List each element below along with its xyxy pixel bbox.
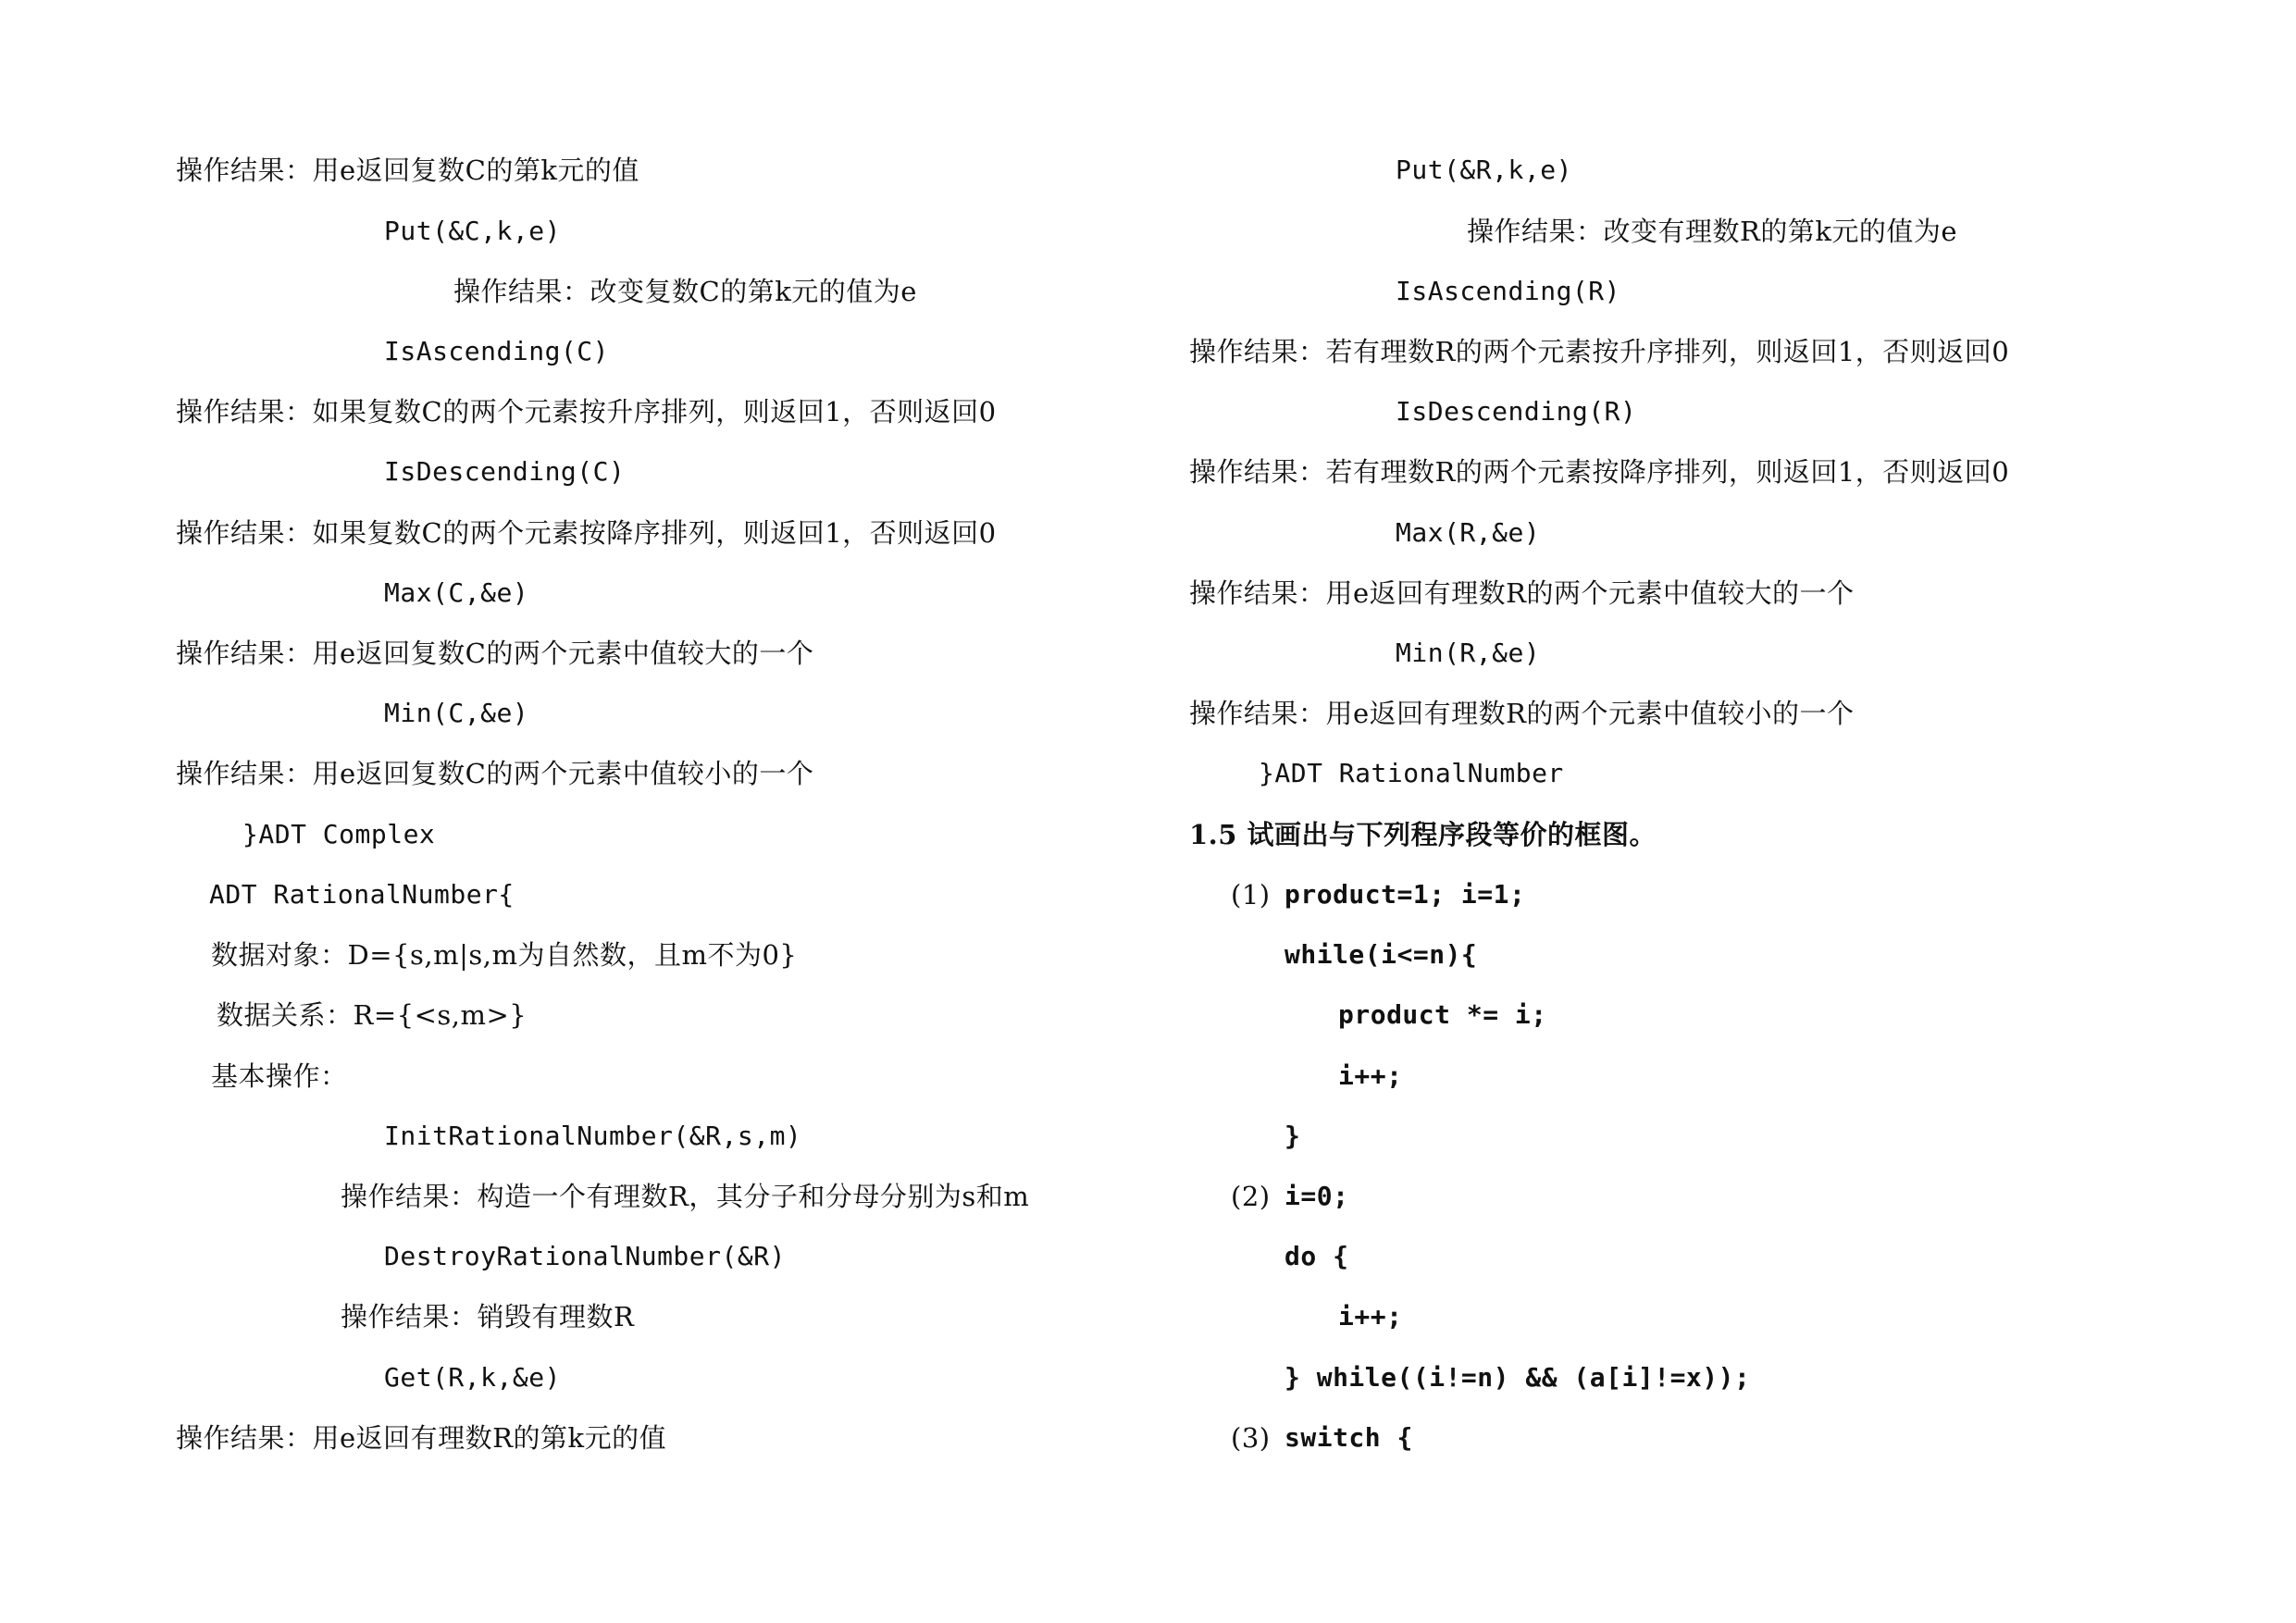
text-line: }ADT RationalNumber (1259, 758, 1564, 788)
text-line: 操作结果：用e返回复数C的第k元的值 (176, 155, 639, 186)
text-line: 操作结果：改变有理数R的第k元的值为e (1467, 216, 1958, 247)
text-line: DestroyRationalNumber(&R) (384, 1241, 786, 1271)
text-line: Min(R,&e) (1396, 638, 1541, 668)
text-line: 操作结果：用e返回复数C的两个元素中值较小的一个 (176, 758, 814, 789)
text-line: Put(&R,k,e) (1396, 155, 1572, 185)
text-line: 操作结果：用e返回有理数R的第k元的值 (176, 1422, 667, 1454)
code-line: do { (1285, 1241, 1349, 1271)
text-line: IsDescending(R) (1396, 396, 1637, 427)
text-line: InitRationalNumber(&R,s,m) (384, 1121, 802, 1151)
code-line: while(i<=n){ (1285, 939, 1478, 970)
text-line: 操作结果：若有理数R的两个元素按升序排列，则返回1，否则返回0 (1189, 336, 2010, 367)
text-line: Put(&C,k,e) (384, 216, 561, 246)
text-line: 基本操作： (211, 1060, 348, 1092)
text-line: 操作结果：用e返回复数C的两个元素中值较大的一个 (176, 638, 814, 669)
code-line: product *= i; (1338, 999, 1547, 1030)
code-line: product=1; i=1; (1285, 879, 1526, 910)
text-line: 操作结果：如果复数C的两个元素按降序排列，则返回1，否则返回0 (176, 517, 997, 549)
text-line: 操作结果：如果复数C的两个元素按升序排列，则返回1，否则返回0 (176, 396, 997, 427)
text-line: Min(C,&e) (384, 698, 529, 728)
code-line: i++; (1338, 1301, 1403, 1332)
text-line: 操作结果：改变复数C的第k元的值为e (453, 276, 917, 307)
code-line: switch { (1285, 1422, 1413, 1453)
text-line: Max(R,&e) (1396, 517, 1541, 548)
item-number: (1) (1231, 879, 1271, 911)
text-line: 数据关系：R={<s,m>} (217, 999, 527, 1031)
text-line: Max(C,&e) (384, 577, 529, 608)
text-line: IsAscending(R) (1396, 276, 1621, 306)
text-line: 操作结果：销毁有理数R (341, 1301, 635, 1332)
code-line: i++; (1338, 1060, 1403, 1091)
text-line: ADT RationalNumber{ (209, 879, 515, 910)
item-number: (2) (1231, 1181, 1271, 1212)
code-line: } (1285, 1121, 1301, 1151)
text-line: 操作结果：用e返回有理数R的两个元素中值较小的一个 (1189, 698, 1855, 729)
section-heading: 1.5 试画出与下列程序段等价的框图。 (1189, 819, 1657, 850)
text-line: IsAscending(C) (384, 336, 610, 366)
code-line: } while((i!=n) && (a[i]!=x)); (1285, 1362, 1751, 1393)
text-line: 数据对象：D={s,m|s,m为自然数，且m不为0} (211, 939, 798, 971)
text-line: }ADT Complex (242, 819, 436, 849)
text-line: Get(R,k,&e) (384, 1362, 561, 1393)
text-line: 操作结果：用e返回有理数R的两个元素中值较大的一个 (1189, 577, 1855, 609)
text-line: 操作结果：构造一个有理数R，其分子和分母分别为s和m (341, 1181, 1030, 1212)
code-line: i=0; (1285, 1181, 1349, 1211)
text-line: IsDescending(C) (384, 456, 626, 487)
text-line: 操作结果：若有理数R的两个元素按降序排列，则返回1，否则返回0 (1189, 456, 2010, 488)
item-number: (3) (1231, 1422, 1271, 1454)
